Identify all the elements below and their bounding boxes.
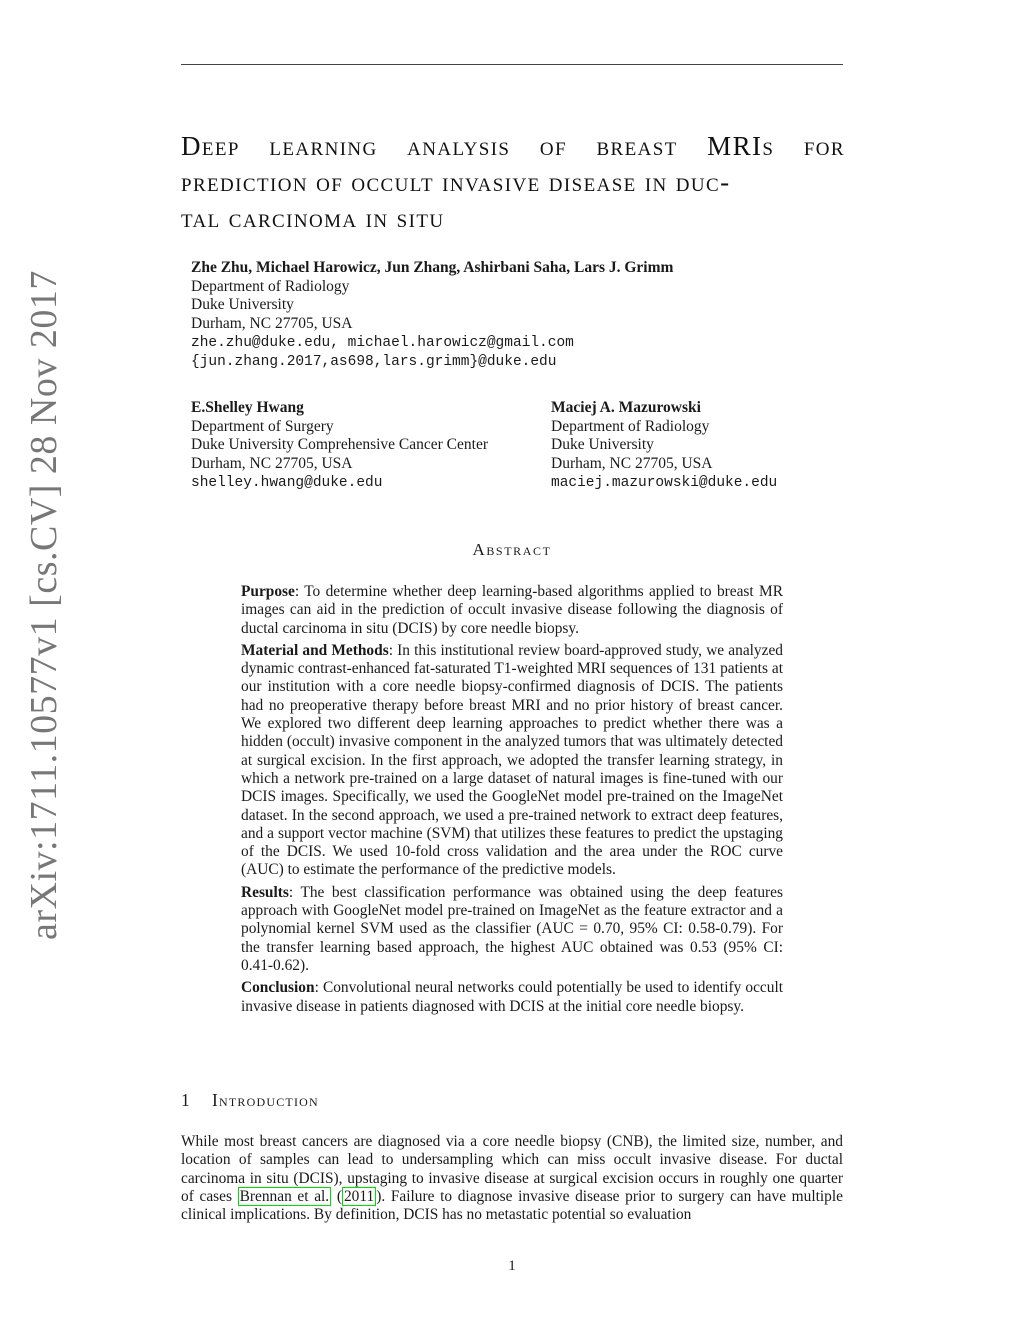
author-address: Durham, NC 27705, USA: [551, 455, 713, 473]
author-department: Department of Radiology: [551, 417, 710, 435]
introduction-paragraph: While most breast cancers are diagnosed via a core needle biopsy (CNB), the limited size, number, and location of samples can lead to undersampling which can miss occult invasive disease. For ductal carcinoma in situ (DCIS), upstaging to invasive disease at surgical excision occurs in roughly one quarter of cases Brennan et al. ( 2011 ). Failure to diagnose invasive disease prior to surgery can have multiple clinical implications. By definition, DCIS has no metastatic potential so evaluation: [181, 1133, 843, 1224]
section-heading-introduction: [181, 1090, 319, 1111]
conclusion-text: : Convolutional neural networks could potentially be used to identify occult invasive disease in patients diagnosed with DCIS at the initial core needle biopsy.: [241, 979, 783, 1015]
author-institution: Duke University Comprehensive Cancer Center: [191, 436, 488, 454]
author-names: Zhe Zhu, Michael Harowicz, Jun Zhang, Ashirbani Saha, Lars J. Grimm: [191, 259, 674, 276]
page-number: 1: [508, 1258, 516, 1274]
author-name: Maciej A. Mazurowski: [551, 399, 701, 416]
citation-link-year[interactable]: 2011: [343, 1187, 375, 1205]
author-department: Department of Surgery: [191, 417, 334, 435]
author-name: E.Shelley Hwang: [191, 399, 304, 416]
title-line-1: Deep learning analysis of breast MRIs for: [181, 131, 845, 161]
methods-label: Material and Methods: [241, 641, 389, 659]
abstract-body: [241, 583, 783, 1020]
results-text: : The best classification performance was obtained using the deep features approach with GoogleNet model pre-trained on ImageNet as the feature extractor and a polynomial kernel SVM used as the classifier (AUC = 0.70, 95% CI: 0.58-0.79). For the transfer learning based approach, the highest AUC obtained was 0.53 (95% CI: 0.41-0.62).: [241, 883, 783, 974]
author-email[interactable]: shelley.hwang@duke.edu: [191, 474, 383, 491]
intro-text-after: . Failure to diagnose invasive disease prior to surgery can have multiple clinical implications. By definition, DCIS has no metastatic potential so evaluation: [181, 1187, 843, 1224]
purpose-text: : To determine whether deep learning-based algorithms applied to breast MR images can aid in the prediction of occult invasive disease following the diagnosis of ductal carcinoma in situ (DCIS) by core needle biopsy.: [241, 583, 783, 637]
author-emails-2[interactable]: {jun.zhang.2017,as698,lars.grimm}@duke.edu: [191, 353, 557, 370]
paper-title: [181, 128, 845, 236]
author-university: Duke University: [191, 296, 294, 314]
author-emails-1[interactable]: zhe.zhu@duke.edu, michael.harowicz@gmail.com: [191, 334, 574, 351]
abstract-heading: Abstract: [472, 540, 552, 559]
author-email[interactable]: maciej.mazurowski@duke.edu: [551, 474, 778, 491]
author-department: Department of Radiology: [191, 277, 350, 295]
title-line-2: prediction of occult invasive disease in duc-: [181, 167, 731, 197]
results-label: Results: [241, 883, 289, 901]
methods-text: : In this institutional review board-approved study, we analyzed dynamic contrast-enhanced fat-saturated T1-weighted MRI sequences of 131 patients at our institution with a core needle biopsy-confirmed diagnosis of DCIS. The patients had no preoperative therapy before breast MRI and no prior history of breast cancer. We explored two different deep learning approaches to predict whether there was a hidden (occult) invasive component in the analyzed tumors that was ultimately detected at surgical excision. In the first approach, we adopted the transfer learning strategy, in which a network pre-trained on a large dataset of natural images is fine-tuned with our DCIS images. Specifically, we used the GoogleNet model pre-trained on the ImageNet dataset. In the second approach, we used a pre-trained network to extract deep features, and a support vector machine (SVM) that utilizes these features to predict the upstaging of the DCIS. We used 10-fold cross validation and the area under the ROC curve (AUC) to estimate the performance of the predictive models.: [241, 641, 783, 879]
author-block-main: [191, 259, 831, 371]
conclusion-label: Conclusion: [241, 979, 315, 997]
section-title: Introduction: [212, 1090, 319, 1110]
intro-text-before: While most breast cancers are diagnosed via a core needle biopsy (CNB), the limited size, number, and location of samples can lead to undersampling which can miss occult invasive disease. For ductal carcinoma in situ (DCIS), upstaging to invasive disease at surgical excision occurs in roughly one quarter of cases: [181, 1133, 843, 1205]
abstract-purpose: [241, 583, 783, 638]
title-line-3: tal carcinoma in situ: [181, 203, 445, 233]
citation-link-author[interactable]: Brennan et al.: [239, 1187, 330, 1205]
abstract-conclusion: [241, 979, 783, 1016]
arxiv-stamp[interactable]: arXiv:1711.10577v1 [cs.CV] 28 Nov 2017: [23, 270, 65, 940]
author-address: Durham, NC 27705, USA: [191, 455, 353, 473]
author-institution: Duke University: [551, 436, 654, 454]
author-block-hwang: [191, 399, 488, 493]
abstract-results: [241, 884, 783, 975]
section-number: 1: [181, 1090, 191, 1110]
author-address: Durham, NC 27705, USA: [191, 315, 353, 333]
purpose-label: Purpose: [241, 583, 295, 600]
top-rule: [181, 64, 843, 65]
abstract-methods: [241, 642, 783, 880]
author-block-mazurowski: [551, 399, 777, 493]
